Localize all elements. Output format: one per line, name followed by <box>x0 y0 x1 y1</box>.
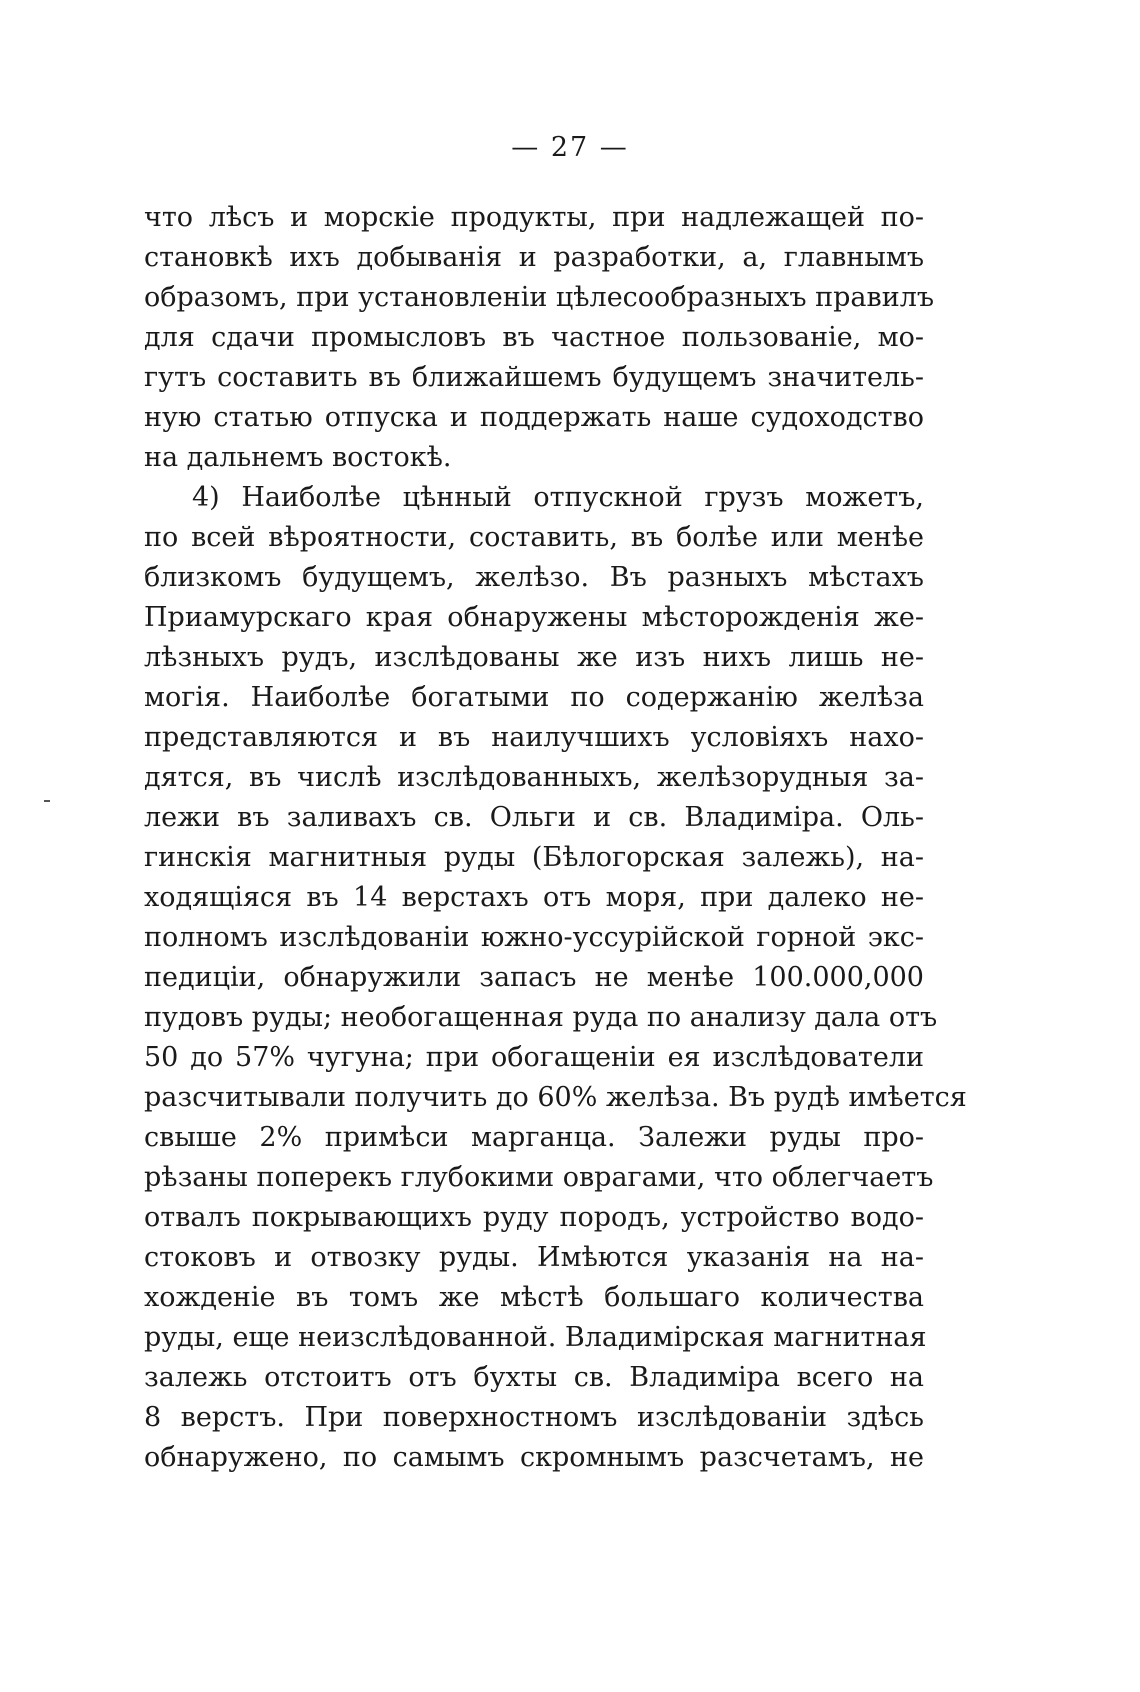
text-line: ную статью отпуска и поддержать наше судоходство <box>144 402 924 433</box>
text-line: что лѣсъ и морскіе продукты, при надлежащей по- <box>144 202 924 233</box>
text-line: ходящіяся въ 14 верстахъ отъ моря, при далеко не- <box>144 882 924 913</box>
text-line: пудовъ руды; необогащенная руда по анализу дала отъ <box>144 1002 938 1033</box>
text-line: лежи въ заливахъ св. Ольги и св. Владиміра. Оль- <box>144 802 924 833</box>
text-line: Приамурскаго края обнаружены мѣсторожденія же- <box>144 602 924 633</box>
text-line: обнаружено, по самымъ скромнымъ разсчетамъ, не <box>144 1442 924 1473</box>
text-line: по всей вѣроятности, составить, въ болѣе или менѣе <box>144 522 924 553</box>
text-line: становкѣ ихъ добыванія и разработки, а, главнымъ <box>144 242 924 273</box>
text-line: близкомъ будущемъ, желѣзо. Въ разныхъ мѣстахъ <box>144 562 924 593</box>
text-line: гинскія магнитныя руды (Бѣлогорская залежь), на- <box>144 842 924 873</box>
text-line: для сдачи промысловъ въ частное пользованіе, мо- <box>144 322 924 353</box>
text-line: на дальнемъ востокѣ. <box>144 442 452 473</box>
paragraph-2 <box>144 478 967 1478</box>
text-line: 8 верстъ. При поверхностномъ изслѣдованіи здѣсь <box>144 1402 924 1433</box>
text-line: образомъ, при установленіи цѣлесообразныхъ правилъ <box>144 282 935 313</box>
text-line: педиціи, обнаружили запасъ не менѣе 100.000,000 <box>144 962 924 993</box>
text-line: 50 до 57% чугуна; при обогащеніи ея изслѣдователи <box>144 1042 924 1073</box>
text-line: хожденіе въ томъ же мѣстѣ большаго количества <box>144 1282 924 1313</box>
text-line: стоковъ и отвозку руды. Имѣются указанія на на- <box>144 1242 924 1273</box>
text-line: гутъ составить въ ближайшемъ будущемъ значитель- <box>144 362 924 393</box>
text-line: руды, еще неизслѣдованной. Владимірская магнитная <box>144 1322 927 1353</box>
text-line: полномъ изслѣдованіи южно-уссурійской горной экс- <box>144 922 924 953</box>
text-line: лѣзныхъ рудъ, изслѣдованы же изъ нихъ лишь не- <box>144 642 924 673</box>
text-line: 4) Наиболѣе цѣнный отпускной грузъ можетъ, <box>192 482 924 513</box>
text-line: свыше 2% примѣси марганца. Залежи руды про- <box>144 1122 924 1153</box>
text-line: могія. Наиболѣе богатыми по содержанію желѣза <box>144 682 924 713</box>
text-line: дятся, въ числѣ изслѣдованныхъ, желѣзорудныя за- <box>144 762 924 793</box>
paragraph-1 <box>144 198 935 478</box>
text-line: представляются и въ наилучшихъ условіяхъ нахо- <box>144 722 924 753</box>
text-line: рѣзаны поперекъ глубокими оврагами, что облегчаетъ <box>144 1162 934 1193</box>
text-line: разсчитывали получить до 60% желѣза. Въ рудѣ имѣется <box>144 1082 967 1113</box>
text-line: залежь отстоитъ отъ бухты св. Владиміра всего на <box>144 1362 924 1393</box>
text-line: отвалъ покрывающихъ руду породъ, устройство водо- <box>144 1202 924 1233</box>
page-number: — 27 — <box>511 132 629 163</box>
scan-speck <box>44 800 50 802</box>
body-text <box>144 198 967 1478</box>
